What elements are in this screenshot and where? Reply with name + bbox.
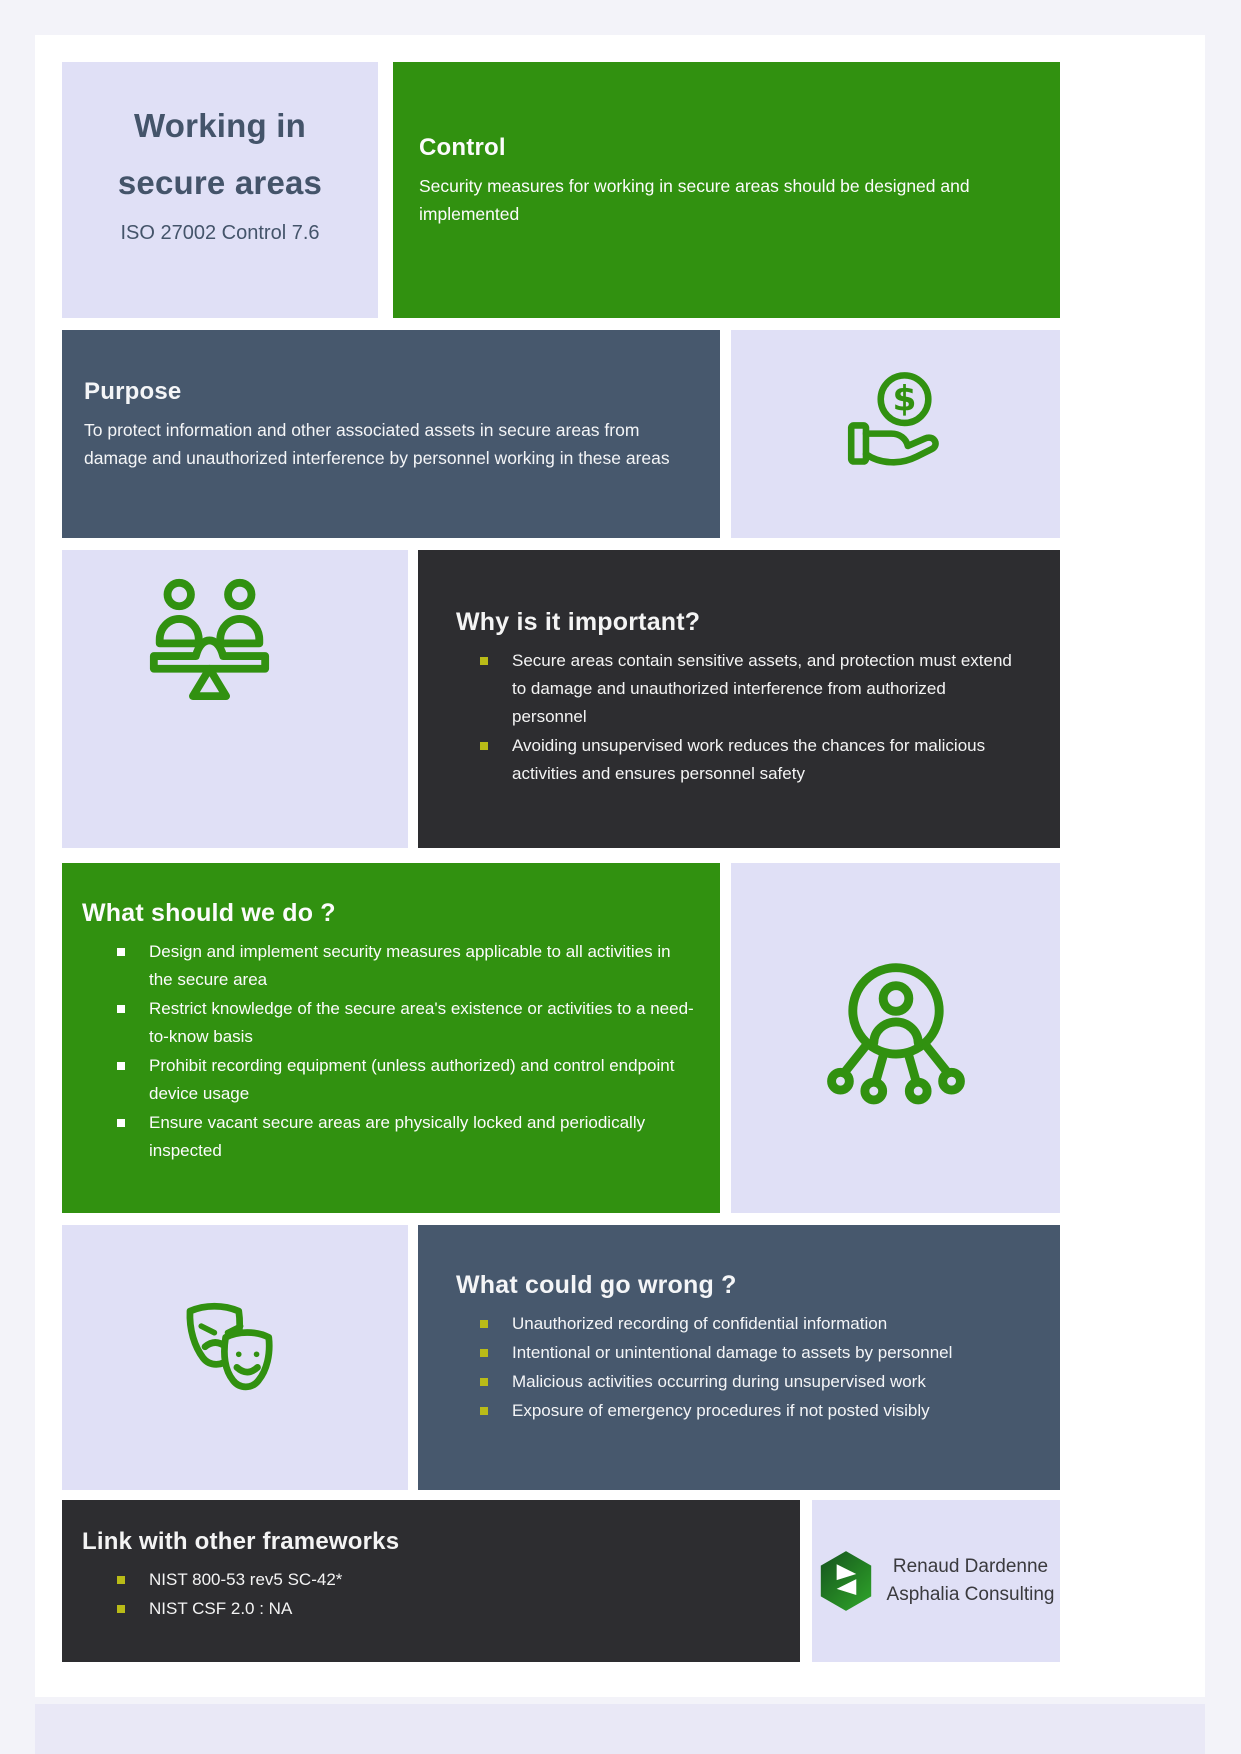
bullet-text: Design and implement security measures applicable to all activities in the secure area [149,942,671,990]
bullet-square [480,657,488,665]
purpose-block [62,330,720,538]
person-network-icon [817,959,975,1117]
bullet-square [117,1576,125,1584]
bullet-item [117,1052,696,1108]
bullet-item [480,1339,1024,1367]
bullet-item [480,1397,1024,1425]
frameworks-block [62,1500,800,1662]
page-title-line2: secure areas [117,163,323,201]
footer-strip [35,1704,1205,1754]
bullet-text: NIST 800-53 rev5 SC-42* [149,1570,343,1589]
bullet-item [117,1595,776,1623]
bullet-text: Prohibit recording equipment (unless authorized) and control endpoint device usage [149,1056,675,1104]
hexagon-logo-icon [818,1550,874,1612]
bullet-square [480,1349,488,1357]
bullet-item [117,1566,776,1594]
signature-block [812,1500,1060,1662]
theater-masks-icon [175,1298,295,1418]
bullet-text: Secure areas contain sensitive assets, and protection must extend to damage and unauthorized interference from authorized personnel [512,651,1012,727]
bullet-square [117,1119,125,1127]
coin-in-hand-icon [843,368,948,473]
bullet-text: Unauthorized recording of confidential information [512,1314,888,1333]
control-block [393,62,1060,318]
bullet-text: Restrict knowledge of the secure area's existence or activities to a need-to-know basis [149,999,694,1047]
bullet-square [480,1320,488,1328]
money-icon-block [731,330,1060,538]
bullet-square [117,1605,125,1613]
page-title-line1: Working in [134,107,306,144]
page-subtitle: ISO 27002 Control 7.6 [120,221,320,244]
bullet-text: Malicious activities occurring during unsupervised work [512,1372,926,1392]
wrong-bullet-list [456,1310,1024,1425]
people-balance-icon [147,575,272,700]
company-name: Asphalia Consulting [886,1584,1055,1605]
bullet-square [480,742,488,750]
why-heading: Why is it important? [456,608,701,636]
bullet-item [480,732,1024,788]
bullet-square [117,948,125,956]
network-icon-block [731,863,1060,1213]
why-bullet-list [456,647,1024,788]
bullet-text: Avoiding unsupervised work reduces the chances for malicious activities and ensures personnel safety [512,736,986,784]
bullet-item [480,1310,1024,1338]
control-body: Security measures for working in secure areas should be designed and implemented [419,176,970,224]
frameworks-bullet-list [82,1566,776,1623]
bullet-item [117,995,696,1051]
bullet-square [117,1005,125,1013]
frameworks-heading: Link with other frameworks [82,1528,400,1555]
whatdo-bullet-list [82,938,696,1165]
page-title [62,98,378,212]
bullet-item [480,647,1024,731]
bullet-text: NIST CSF 2.0 : NA [149,1599,293,1619]
bullet-item [117,1109,696,1165]
purpose-body: To protect information and other associated assets in secure areas from damage and unauthorized interference by personnel working in these areas [84,420,670,468]
bullet-square [480,1378,488,1386]
signature-text [887,1553,1055,1610]
balance-icon-block [62,550,408,848]
why-important-block [418,550,1060,848]
bullet-square [117,1062,125,1070]
what-should-we-do-block [62,863,720,1213]
bullet-square [480,1407,488,1415]
author-name: Renaud Dardenne [892,1555,1049,1577]
svg-text:$: $ [892,379,917,420]
masks-icon-block [62,1225,408,1490]
what-could-go-wrong-block [418,1225,1060,1490]
bullet-text: Ensure vacant secure areas are physically locked and periodically inspected [149,1113,646,1161]
wrong-heading: What could go wrong ? [456,1271,737,1299]
bullet-text: Exposure of emergency procedures if not posted visibly [512,1401,930,1421]
bullet-item [117,938,696,994]
control-heading: Control [419,134,506,161]
title-block [62,62,378,318]
bullet-item [480,1368,1024,1396]
purpose-heading: Purpose [84,378,182,405]
whatdo-heading: What should we do ? [82,899,336,927]
bullet-text: Intentional or unintentional damage to assets by personnel [512,1343,953,1363]
